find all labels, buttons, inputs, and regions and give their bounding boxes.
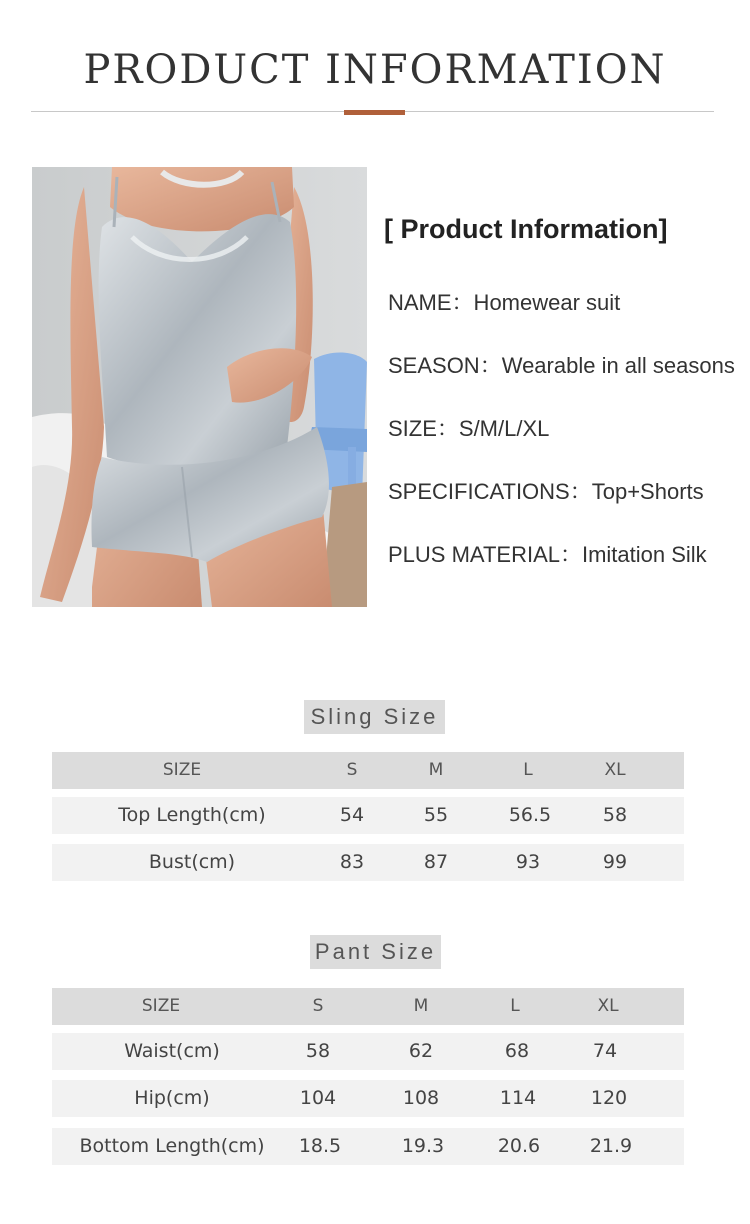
- table-cell: 120: [590, 1087, 628, 1109]
- header-cell: S: [346, 760, 358, 780]
- header-cell: XL: [597, 996, 619, 1016]
- header-cell: L: [510, 996, 520, 1016]
- info-name: NAME：Homewear suit: [388, 290, 621, 315]
- table-row: [52, 844, 684, 881]
- info-material: PLUS MATERIAL：Imitation Silk: [388, 542, 707, 567]
- row-label: Waist(cm): [124, 1040, 220, 1062]
- table-cell: 99: [602, 851, 628, 873]
- info-specifications: SPECIFICATIONS：Top+Shorts: [388, 479, 704, 504]
- table-cell: 74: [592, 1040, 618, 1062]
- table-cell: 20.6: [497, 1135, 541, 1157]
- table-cell: 21.9: [589, 1135, 633, 1157]
- header-cell: SIZE: [162, 760, 202, 780]
- info-season: SEASON：Wearable in all seasons: [388, 353, 735, 378]
- table-cell: 87: [423, 851, 449, 873]
- header-cell: L: [523, 760, 533, 780]
- table-cell: 55: [423, 804, 449, 826]
- table-row: [52, 797, 684, 834]
- row-label: Top Length(cm): [118, 804, 266, 826]
- table-row: [52, 1033, 684, 1070]
- pant-size-title: Pant Size: [310, 935, 441, 969]
- table-cell: 18.5: [298, 1135, 342, 1157]
- title-accent-bar: [344, 110, 405, 115]
- table-cell: 58: [602, 804, 628, 826]
- row-label: Bust(cm): [148, 851, 236, 873]
- page-title: PRODUCT INFORMATION: [83, 47, 667, 93]
- table-cell: 56.5: [508, 804, 552, 826]
- table-cell: 54: [339, 804, 365, 826]
- table-row: [52, 1080, 684, 1117]
- table-cell: 68: [504, 1040, 530, 1062]
- table-cell: 104: [299, 1087, 337, 1109]
- info-size: SIZE：S/M/L/XL: [388, 416, 550, 441]
- header-cell: M: [413, 996, 429, 1016]
- sling-size-title: Sling Size: [304, 700, 445, 734]
- table-cell: 114: [499, 1087, 537, 1109]
- table-cell: 62: [408, 1040, 434, 1062]
- product-info-heading: [ Product Information]: [384, 214, 668, 244]
- header-cell: M: [428, 760, 444, 780]
- header-cell: S: [312, 996, 324, 1016]
- table-cell: 83: [339, 851, 365, 873]
- row-label: Hip(cm): [134, 1087, 210, 1109]
- header-cell: SIZE: [141, 996, 181, 1016]
- row-label: Bottom Length(cm): [79, 1135, 265, 1157]
- product-photo: [32, 167, 367, 607]
- sling-table-header: [52, 752, 684, 789]
- header-cell: XL: [604, 760, 626, 780]
- table-cell: 93: [515, 851, 541, 873]
- table-cell: 19.3: [401, 1135, 445, 1157]
- table-row: [52, 1128, 684, 1165]
- pant-table-header: [52, 988, 684, 1025]
- table-cell: 58: [305, 1040, 331, 1062]
- table-cell: 108: [402, 1087, 440, 1109]
